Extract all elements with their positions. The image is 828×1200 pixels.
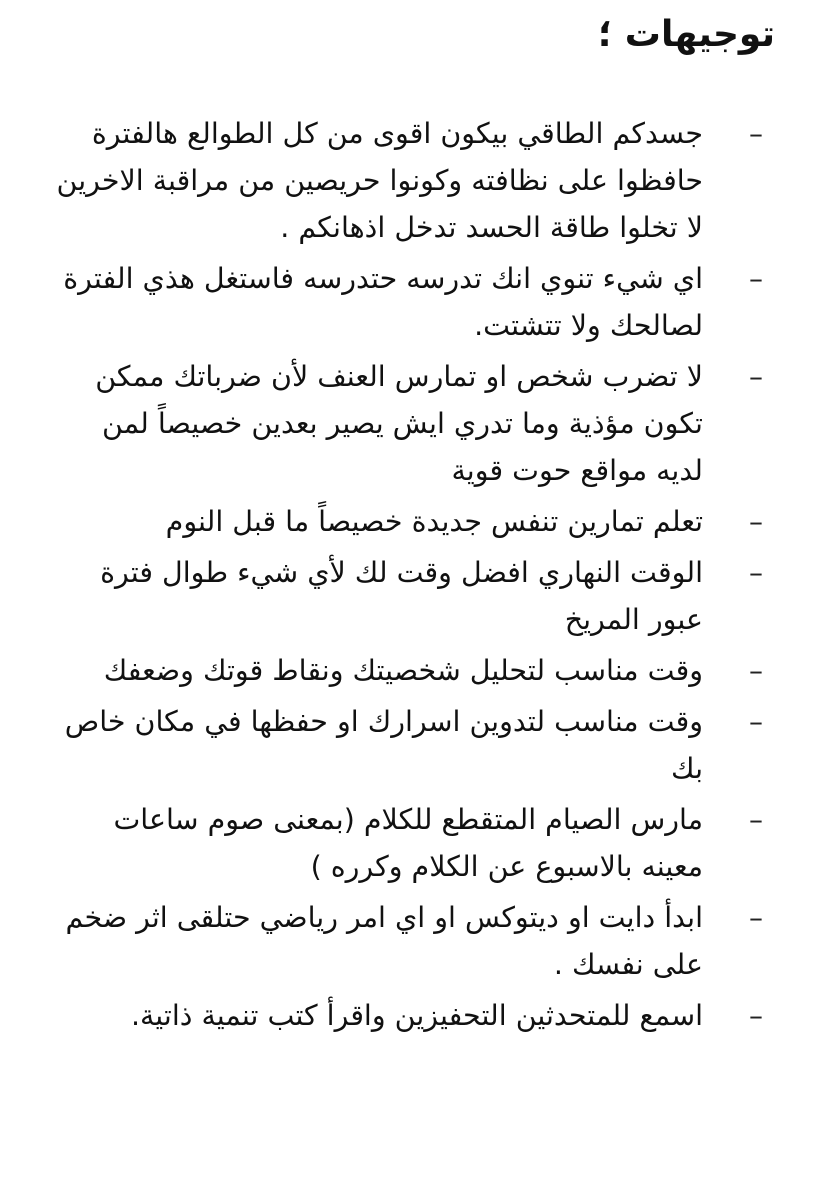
list-item: [0, 498, 828, 545]
dash-bullet: –: [749, 803, 763, 836]
list-item: [0, 647, 828, 694]
list-item-text: وقت مناسب لتدوين اسرارك او حفظها في مكان خاص بك: [64, 705, 703, 785]
list-item: [0, 698, 828, 792]
list-item-text: وقت مناسب لتحليل شخصيتك ونقاط قوتك وضعفك: [103, 654, 703, 687]
list-item: [0, 353, 828, 494]
list-item: [0, 894, 828, 988]
list-item-text: الوقت النهاري افضل وقت لك لأي شيء طوال فترة عبور المريخ: [100, 556, 703, 636]
list-item: [0, 110, 828, 251]
list-item: [0, 796, 828, 890]
dash-bullet: –: [749, 117, 763, 150]
list-item: [0, 549, 828, 643]
dash-bullet: –: [749, 705, 763, 738]
list-item-text: اي شيء تنوي انك تدرسه حتدرسه فاستغل هذي الفترة لصالحك ولا تتشتت.: [63, 262, 703, 342]
dash-bullet: –: [749, 901, 763, 934]
page-title: توجيهات ؛: [597, 14, 775, 55]
dash-bullet: –: [749, 505, 763, 538]
list-item-text: لا تضرب شخص او تمارس العنف لأن ضرباتك ممكن تكون مؤذية وما تدري ايش يصير بعدين خصيصاً لمن لديه مواقع حوت قوية: [95, 360, 703, 487]
guidance-list: [0, 110, 828, 1043]
list-item-text: ابدأ دايت او ديتوكس او اي امر رياضي حتلقى اثر ضخم على نفسك .: [65, 901, 703, 981]
dash-bullet: –: [749, 999, 763, 1032]
list-item-text: اسمع للمتحدثين التحفيزين واقرأ كتب تنمية ذاتية.: [130, 999, 703, 1032]
dash-bullet: –: [749, 262, 763, 295]
list-item-text: جسدكم الطاقي بيكون اقوى من كل الطوالع هالفترة حافظوا على نظافته وكونوا حريصين من مراقبة الاخرين لا تخلوا طاقة الحسد تدخل اذهانكم .: [56, 117, 703, 244]
list-item: [0, 992, 828, 1039]
dash-bullet: –: [749, 360, 763, 393]
dash-bullet: –: [749, 556, 763, 589]
list-item: [0, 255, 828, 349]
dash-bullet: –: [749, 654, 763, 687]
list-item-text: تعلم تمارين تنفس جديدة خصيصاً ما قبل النوم: [165, 505, 703, 538]
list-item-text: مارس الصيام المتقطع للكلام (بمعنى صوم ساعات معينه بالاسبوع عن الكلام وكرره ): [113, 803, 703, 883]
